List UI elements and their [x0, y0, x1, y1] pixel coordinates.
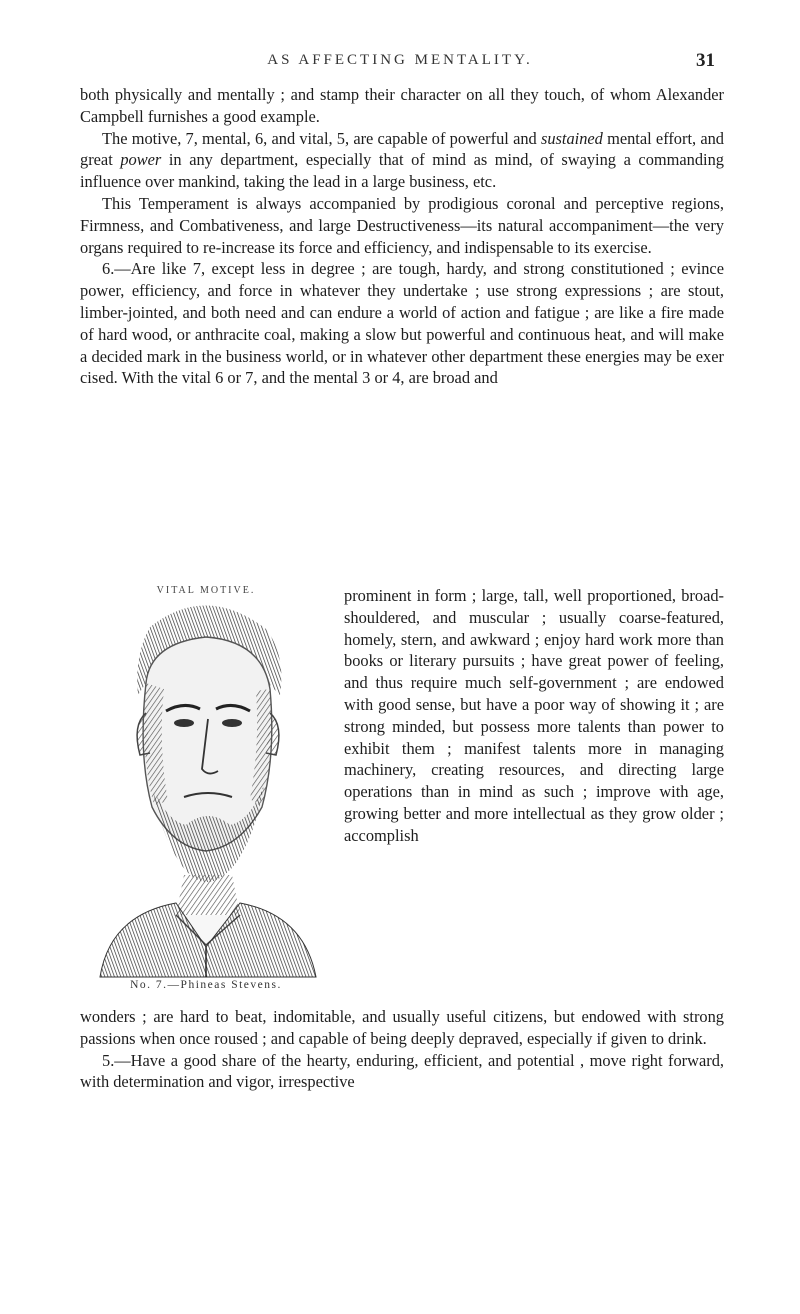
- figure-caption-bottom: No. 7.—Phineas Stevens.: [130, 979, 282, 991]
- paragraph-5: 5.—Have a good share of the hearty, enduring, efficient, and potential , move right forward, with determination and vigor, irrespective: [80, 1050, 724, 1092]
- paragraph-4: 6.—Are like 7, except less in degree ; are tough, hardy, and strong constitutioned ; evince power, efficiency, and force in whatever they undertake ; use strong expressions ; are stout, limber-jointed, and both need and can endure a world of action and fatigue ; are like a fire made of hard wood, or anthracite coal, making a slow but powerful and continuous heat, and will make a decided mark in the business world, or in whatever other department these energies may be exer cised. With the vital 6 or 7, and the mental 3 or 4, are broad and: [80, 259, 724, 388]
- upper-text-block: [80, 84, 724, 389]
- running-head: [0, 52, 800, 74]
- engraved-portrait-illustration: [80, 585, 332, 991]
- paragraph-2-part-b: mental effort, and great: [80, 128, 724, 170]
- paragraph-2-emphasis-power: power: [120, 150, 162, 170]
- wrapped-text: prominent in form ; large, tall, well proportioned, broad-shouldered, and muscular ; usually coarse-featured, homely, stern, and awkward ; enjoy hard work more than books or literary pursuits ; have great power of feeling, and thus require much self-government ; are endowed with good sense, but have a poor way of showing it ; are strong minded, but possess more talents than power to exhibit them ; manifest talents more in managing machinery, creating resources, and directing large operations than in mind as such ; improve with age, growing better and more intellectual as they grow older ; accomplish: [344, 586, 724, 845]
- paragraph-1: both physically and mentally ; and stamp their character on all they touch, of whom Alexander Campbell furnishes a good example.: [80, 85, 724, 126]
- paragraph-2-part-c: in any department, especially that of mind as mind, of swaying a commanding influence over mankind, taking the lead in a large business, etc.: [80, 150, 724, 192]
- paragraph-4-continuation: wonders ; are hard to beat, indomitable, and usually useful citizens, but endowed with strong passions when once roused ; and capable of being deeply depraved, especially if given to drink.: [80, 1007, 724, 1048]
- portrait-figure: [80, 585, 332, 991]
- page-number: 31: [696, 50, 715, 71]
- running-title: AS AFFECTING MENTALITY.: [267, 52, 533, 68]
- paragraph-2-part-a: The motive, 7, mental, 6, and vital, 5, are capable of powerful and: [102, 128, 541, 148]
- paragraph-3: This Temperament is always accompanied by prodigious coronal and perceptive regions, Firmness, and Combativeness, and large Destructiveness—its natural accompaniment—the very organs required to re-increase its force and efficiency, and indispensable to its exercise.: [80, 193, 724, 257]
- lower-text-block: [80, 1006, 724, 1093]
- figure-wrap-section: [80, 585, 724, 991]
- figure-caption-top: VITAL MOTIVE.: [156, 585, 256, 596]
- paragraph-2: [80, 128, 724, 193]
- paragraph-2-emphasis-sustained: sustained: [540, 128, 603, 148]
